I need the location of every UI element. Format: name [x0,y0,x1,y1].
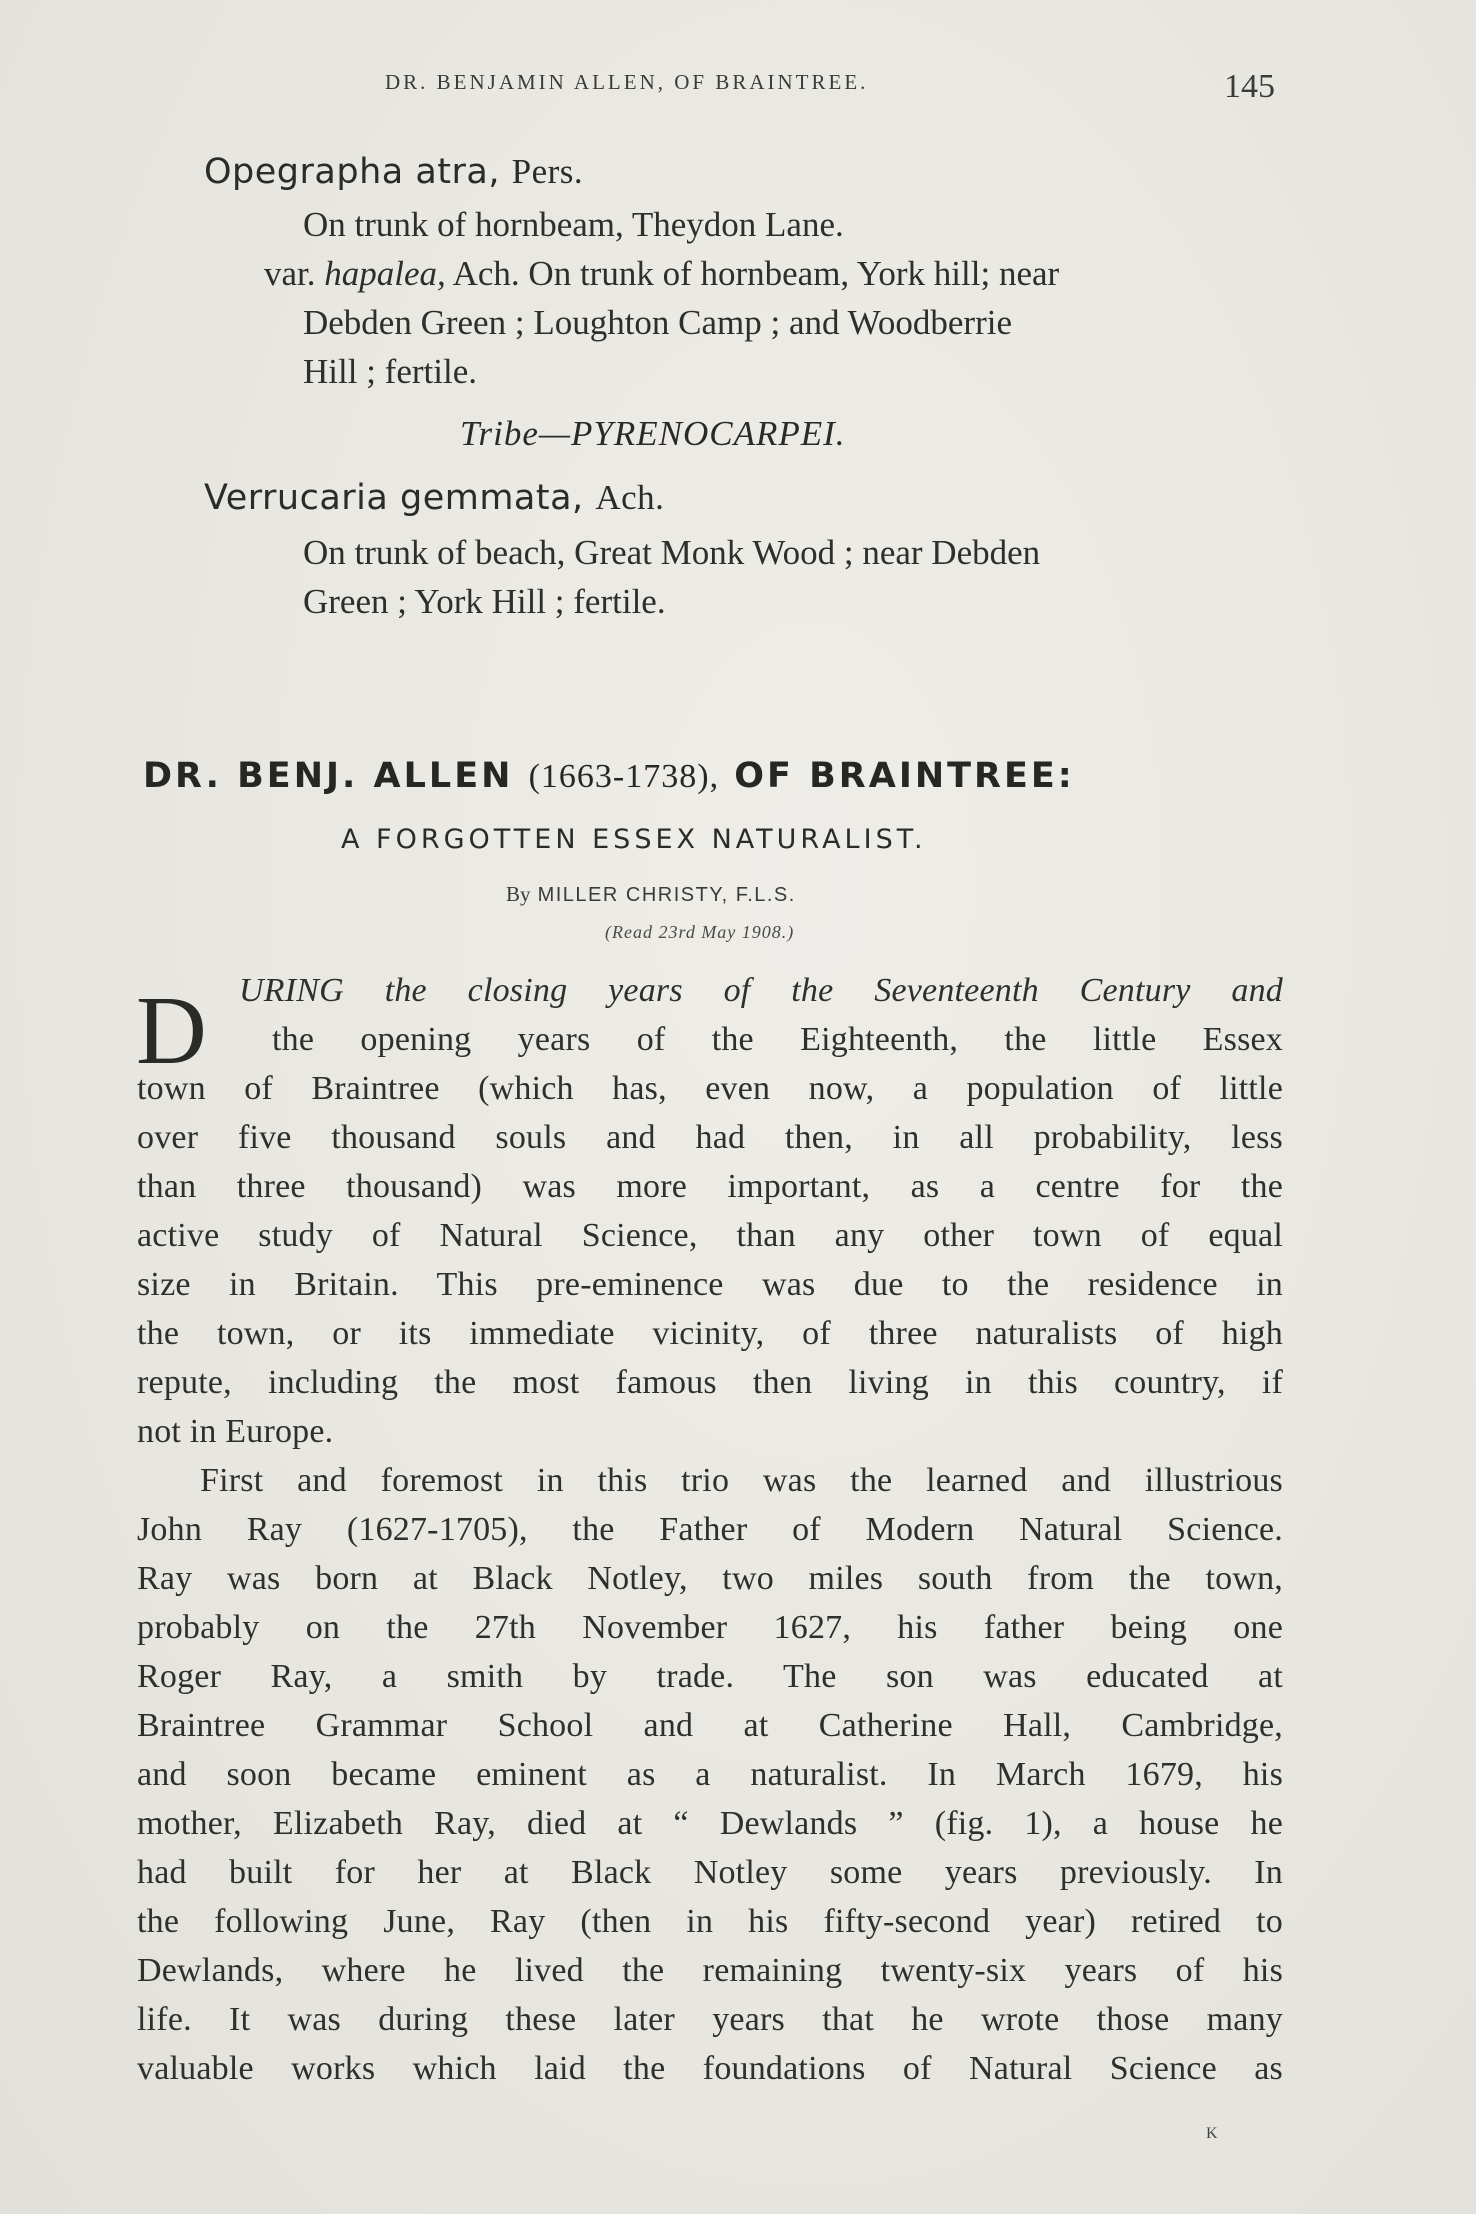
body-line: Braintree Grammar School and at Catherine Hall, Cambridge, [137,1707,1283,1744]
body-line: had built for her at Black Notley some years previously. In [137,1854,1283,1891]
variety-line [264,249,1059,298]
drop-cap: D [136,977,207,1085]
body-line: First and foremost in this trio was the learned and illustrious [200,1462,1283,1499]
article-subtitle: A FORGOTTEN ESSEX NATURALIST. [341,824,927,855]
body-line: Dewlands, where he lived the remaining twenty-six years of his [137,1952,1283,1989]
running-head: DR. BENJAMIN ALLEN, OF BRAINTREE. [385,70,869,94]
body-line: not in Europe. [137,1413,334,1450]
body-line: than three thousand) was more important, as a centre for the [137,1168,1283,1205]
species-authority: Ach. [595,478,665,517]
body-line: probably on the 27th November 1627, his father being one [137,1609,1283,1646]
byline-author: MILLER CHRISTY, F.L.S. [537,884,796,906]
body-line: repute, including the most famous then living in this country, if [137,1364,1283,1401]
article-title-part-a: DR. BENJ. ALLEN [143,756,514,796]
body-line: active study of Natural Science, than any other town of equal [137,1217,1283,1254]
body-line: mother, Elizabeth Ray, died at “ Dewlands ” (fig. 1), a house he [137,1805,1283,1842]
variety-text: Ach. On trunk of hornbeam, York hill; near [452,254,1060,293]
signature-mark: K [1206,2125,1219,2142]
body-line-italic-lead: URING the closing years of the Seventeenth Century and [239,972,1283,1009]
read-date-note: (Read 23rd May 1908.) [605,922,795,942]
page-number: 145 [1224,68,1275,105]
entry-line: Debden Green ; Loughton Camp ; and Woodberrie [303,303,1012,342]
entry-line: Hill ; fertile. [303,352,477,391]
body-line: the opening years of the Eighteenth, the little Essex [272,1021,1283,1058]
variety-name: hapalea, [324,254,446,293]
body-line: the town, or its immediate vicinity, of three naturalists of high [137,1315,1283,1352]
entry-line: On trunk of hornbeam, Theydon Lane. [303,205,844,244]
species-binomial: Opegrapha atra, [204,152,500,192]
article-title-dates: (1663-1738), [528,758,720,795]
body-line: over five thousand souls and had then, in all probability, less [137,1119,1283,1156]
entry-line: On trunk of beach, Great Monk Wood ; near Debden [303,533,1041,572]
body-line: and soon became eminent as a naturalist. In March 1679, his [137,1756,1283,1793]
species-name-opegrapha [204,152,583,192]
species-binomial: Verrucaria gemmata, [204,478,584,518]
tribe-heading: Tribe—PYRENOCARPEI. [460,414,846,453]
body-line: the following June, Ray (then in his fifty-second year) retired to [137,1903,1283,1940]
body-line: town of Braintree (which has, even now, a population of little [137,1070,1283,1107]
body-line: valuable works which laid the foundations of Natural Science as [137,2050,1283,2087]
variety-prefix: var. [264,254,316,293]
body-line: size in Britain. This pre-eminence was due to the residence in [137,1266,1283,1303]
article-title-part-b: OF BRAINTREE: [734,756,1075,796]
article-title [143,756,1075,796]
body-line: John Ray (1627-1705), the Father of Modern Natural Science. [137,1511,1283,1548]
species-name-verrucaria [204,478,664,518]
entry-line: Green ; York Hill ; fertile. [303,582,666,621]
byline [506,882,796,907]
byline-by: By [506,882,531,906]
body-line: Ray was born at Black Notley, two miles south from the town, [137,1560,1283,1597]
body-line: Roger Ray, a smith by trade. The son was educated at [137,1658,1283,1695]
species-authority: Pers. [511,152,584,191]
body-line: life. It was during these later years that he wrote those many [137,2001,1283,2038]
